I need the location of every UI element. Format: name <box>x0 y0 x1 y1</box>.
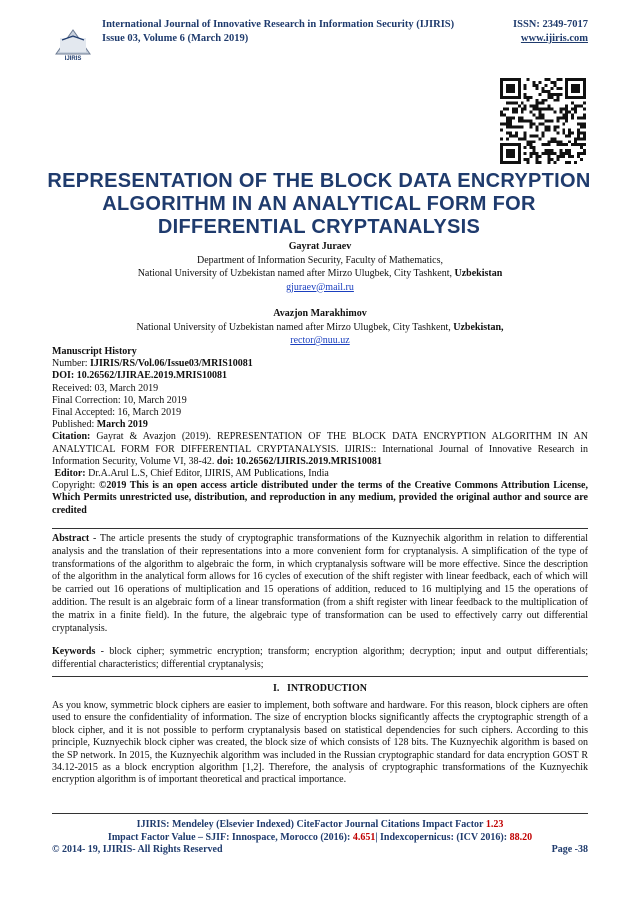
manuscript-doi: DOI: 10.26562/IJIRAE.2019.MRIS10081 <box>52 370 228 382</box>
editor-text: Dr.A.Arul L.S, Chief Editor, IJIRIS, AM Publications, India <box>88 468 329 480</box>
paper-title: REPRESENTATION OF THE BLOCK DATA ENCRYPTION ALGORITHM IN AN ANALYTICAL FORM FOR DIFFERENTIAL CRYPTANALYSIS <box>47 170 591 238</box>
footer-line2: Impact Factor Value – SJIF: Innospace, Morocco (2016): <box>107 832 351 843</box>
manuscript-final-accepted: Final Accepted: 16, March 2019 <box>52 407 182 419</box>
author-email-2[interactable]: rector@nuu.uz <box>290 335 350 346</box>
author-email-1[interactable]: gjuraev@mail.ru <box>286 281 354 293</box>
journal-issn-block <box>513 18 588 46</box>
footer-line2b: | Indexcopernicus: (ICV 2016): <box>375 832 508 843</box>
copyright-label: Copyright: <box>52 480 96 492</box>
manuscript-number: IJIRIS/RS/Vol.06/Issue03/MRIS10081 <box>90 358 253 370</box>
journal-header <box>52 18 588 70</box>
author-country-1: Uzbekistan <box>454 268 503 279</box>
keywords-text: - block cipher; symmetric encryption; transform; encryption algorithm; decryption; input and output differentials; differential characteristics; differential cryptanalysis; <box>52 646 589 670</box>
introduction-text: As you know, symmetric block ciphers are easier to implement, both software and hardware. For this reason, block ciphers are often used to ensure the confidentiality of information. The size of encryption blocks significantly affects the cryptographic strength of a block cipher, and it is not possible to perform cryptanalysis based on statistical dependencies for such ciphers. According to this principle, Kuznyechik block cipher was created, the block size of which consists of 128 bits. The Kuznyechik algorithm is based on the SP network. In 2015, the Kuznyechik algorithm was included in the Russian cryptographic standard for data encryption GOST R 34.12-2015 as a block encryption algorithm [1,2]. Therefore, the analysis of cryptographic transformations of the Kuznyechik encryption algorithm is of important theoretical and practical importance. <box>52 700 588 786</box>
citation <box>52 431 588 468</box>
author-affiliation-1b: National University of Uzbekistan named after Mirzo Ulugbek, City Tashkent, <box>137 268 453 279</box>
author-affiliation-1a: Department of Information Security, Faculty of Mathematics, <box>197 254 443 266</box>
author-name-1: Gayrat Juraev <box>288 241 352 252</box>
citation-label: Citation: <box>52 431 91 443</box>
footer-line1: IJIRIS: Mendeley (Elsevier Indexed) CiteFactor Journal Citations Impact Factor <box>136 819 484 830</box>
manuscript-number-label: Number: <box>52 358 88 370</box>
svg-text:IJIRIS: IJIRIS <box>64 56 82 62</box>
divider-mid <box>52 676 588 677</box>
page-number: Page -38 <box>551 844 588 855</box>
citation-text: Gayrat & Avazjon (2019). REPRESENTATION OF THE BLOCK DATA ENCRYPTION ALGORITHM IN AN ANALYTICAL FORM FOR DIFFERENTIAL CRYPTANALYSIS. IJIRIS:: International Journal of Innovative Research in Information Security, Volume VI, 38-42. <box>52 431 588 467</box>
author-affiliation-2a: National University of Uzbekistan named after Mirzo Ulugbek, City Tashkent, <box>136 321 451 333</box>
footer-indexing <box>52 818 588 844</box>
section-heading <box>52 683 588 694</box>
journal-info <box>102 18 454 46</box>
divider-bottom <box>52 813 588 814</box>
qr-code <box>500 78 586 164</box>
abstract-label: Abstract <box>52 533 90 544</box>
footer-impact-value: 1.23 <box>485 819 504 830</box>
copyright-block <box>52 480 588 517</box>
author-name-2: Avazjon Marakhimov <box>273 308 367 319</box>
author-affiliation-line-1 <box>52 267 588 281</box>
footer-icv-value: 88.20 <box>509 832 533 843</box>
manuscript-heading: Manuscript History <box>52 346 137 357</box>
divider-top <box>52 528 588 529</box>
author-affiliation-line-2 <box>52 321 588 335</box>
footer-sjif-value: 4.651 <box>352 832 376 843</box>
editor-label: Editor: <box>54 468 86 480</box>
footer-copyright: © 2014- 19, IJIRIS- All Rights Reserved <box>52 844 223 855</box>
journal-website-link[interactable]: www.ijiris.com <box>520 33 588 44</box>
abstract-text: - The article presents the study of cryptographic transformations of the Kuznyechik algorithm in relation to differential analysis and the translation of their representations into a more convenient form for cryptanalysis. A simplification of the type of transformations of the algorithm to algebraic the form, in which cryptanalysis software will be more effective. Since the description of the algorithm in the analytical form allows for 16 cycles of execution of the shift register with linear feedback, each of which will be carried out 16 operations of multiplication and 15 operations of addition, reduced to 16 multiplying and 15 the operations of addition. The result is an algebraic form of a linear transformation (from a shift register with linear feedback to the multiplication of the matrix in a finite field). In the future, the algebraic type of transformation can be used to effectively carry out differential cryptanalysis. <box>52 533 588 634</box>
section-title: INTRODUCTION <box>286 683 367 694</box>
manuscript-published: March 2019 <box>96 419 148 431</box>
keywords-label: Keywords <box>52 646 96 657</box>
journal-issue: Issue 03, Volume 6 (March 2019) <box>102 33 249 44</box>
journal-issn: ISSN: 2349-7017 <box>513 19 588 30</box>
manuscript-published-label: Published: <box>52 419 95 431</box>
manuscript-final-correction: Final Correction: 10, March 2019 <box>52 394 187 406</box>
manuscript-history <box>52 346 588 517</box>
manuscript-received: Received: 03, March 2019 <box>52 382 159 394</box>
journal-name: International Journal of Innovative Research in Information Security (IJIRIS) <box>102 19 455 30</box>
authors-block <box>52 240 588 348</box>
citation-doi: doi: 10.26562/IJIRIS.2019.MRIS10081 <box>216 455 382 467</box>
author-country-2: Uzbekistan, <box>453 321 504 333</box>
footer-bottom <box>52 844 588 855</box>
journal-logo <box>52 24 94 62</box>
copyright-text: ©2019 This is an open access article distributed under the terms of the Creative Commons Attribution License, Which Permits unrestricted use, distribution, and reproduction in any medium, provided the original author and source are credited <box>52 480 588 516</box>
keywords <box>52 646 588 672</box>
abstract <box>52 533 588 635</box>
section-number: I. <box>273 683 280 694</box>
